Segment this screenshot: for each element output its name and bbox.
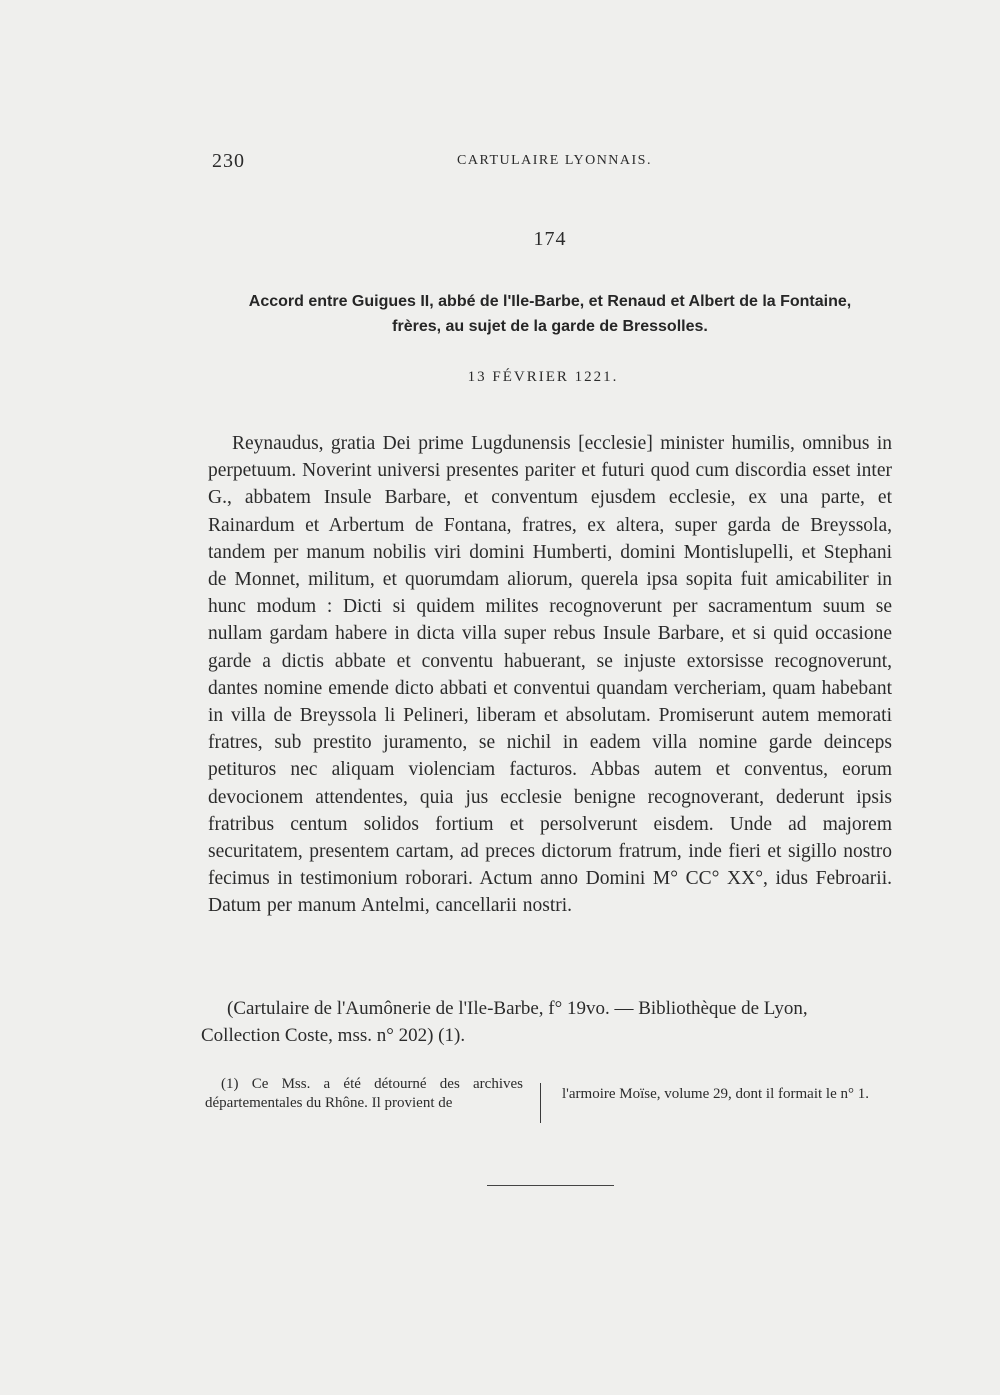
- charter-body: Reynaudus, gratia Dei prime Lugdunensis [ecclesie] minister humilis, omnibus in perpetuum. Noverint universi presentes pariter et futuri quod cum discordia esset inter G., abbatem Insule Barbare, et conventum ejusdem ecclesie, ex una parte, et Rainardum et Arbertum de Fontana, fratres, ex altera, super garda de Breyssola, tandem per manum nobilis viri domini Humberti, domini Montislupelli, et Stephani de Monnet, militum, et quorumdam aliorum, querela ipsa sopita fuit amicabiliter in hunc modum : Dicti si quidem milites recognoverunt per sacramentum suum se nullam gardam habere in dicta villa super rebus Insule Barbare, et si quid occasione garde a dictis abbate et conventu habuerant, se injuste extorsisse recognoverunt, dantes nomine emende dicto abbati et conventui quandam vercheriam, quam habebant in villa de Breyssola li Pelineri, liberam et absolutam. Promiserunt autem memorati fratres, sub prestito juramento, se nichil in eadem villa nomine garde deinceps petituros nec aliquam violenciam facturos. Abbas autem et conventus, eorum devocionem attendentes, quia jus ecclesie benigne recognoverant, dederunt ipsis fratribus centum solidos fortium et persolverunt eisdem. Unde ad majorem securitatem, presentem cartam, ad preces dictorum fratrum, inde fieri et sigillo nostro fecimus in testimonium roborari. Actum anno Domini M° CC° XX°, idus Febroarii. Datum per manum Antelmi, cancellarii nostri.: [208, 433, 892, 917]
- charter-number: 174: [533, 228, 567, 250]
- footnote-column-divider: [540, 1083, 541, 1123]
- page-number: 230: [212, 150, 245, 172]
- charter-heading: [200, 289, 900, 339]
- running-title: CARTULAIRE LYONNAIS.: [457, 153, 652, 168]
- source-citation: (Cartulaire de l'Aumônerie de l'Ile-Barbe, f° 19vo. — Bibliothèque de Lyon, Collection Coste, mss. n° 202) (1).: [201, 998, 808, 1046]
- charter-heading-line-1: Accord entre Guigues II, abbé de l'Ile-Barbe, et Renaud et Albert de la Fontaine,: [248, 293, 852, 310]
- footnote-left-column: (1) Ce Mss. a été détourné des archives départementales du Rhône. Il provient de: [205, 1076, 523, 1111]
- end-rule: [487, 1185, 614, 1186]
- charter-date: 13 FÉVRIER 1221.: [467, 369, 619, 385]
- running-head: [212, 150, 892, 174]
- footnote-right-column: l'armoire Moïse, volume 29, dont il formait le n° 1.: [562, 1086, 869, 1102]
- charter-heading-line-2: frères, au sujet de la garde de Bressolles.: [392, 318, 708, 335]
